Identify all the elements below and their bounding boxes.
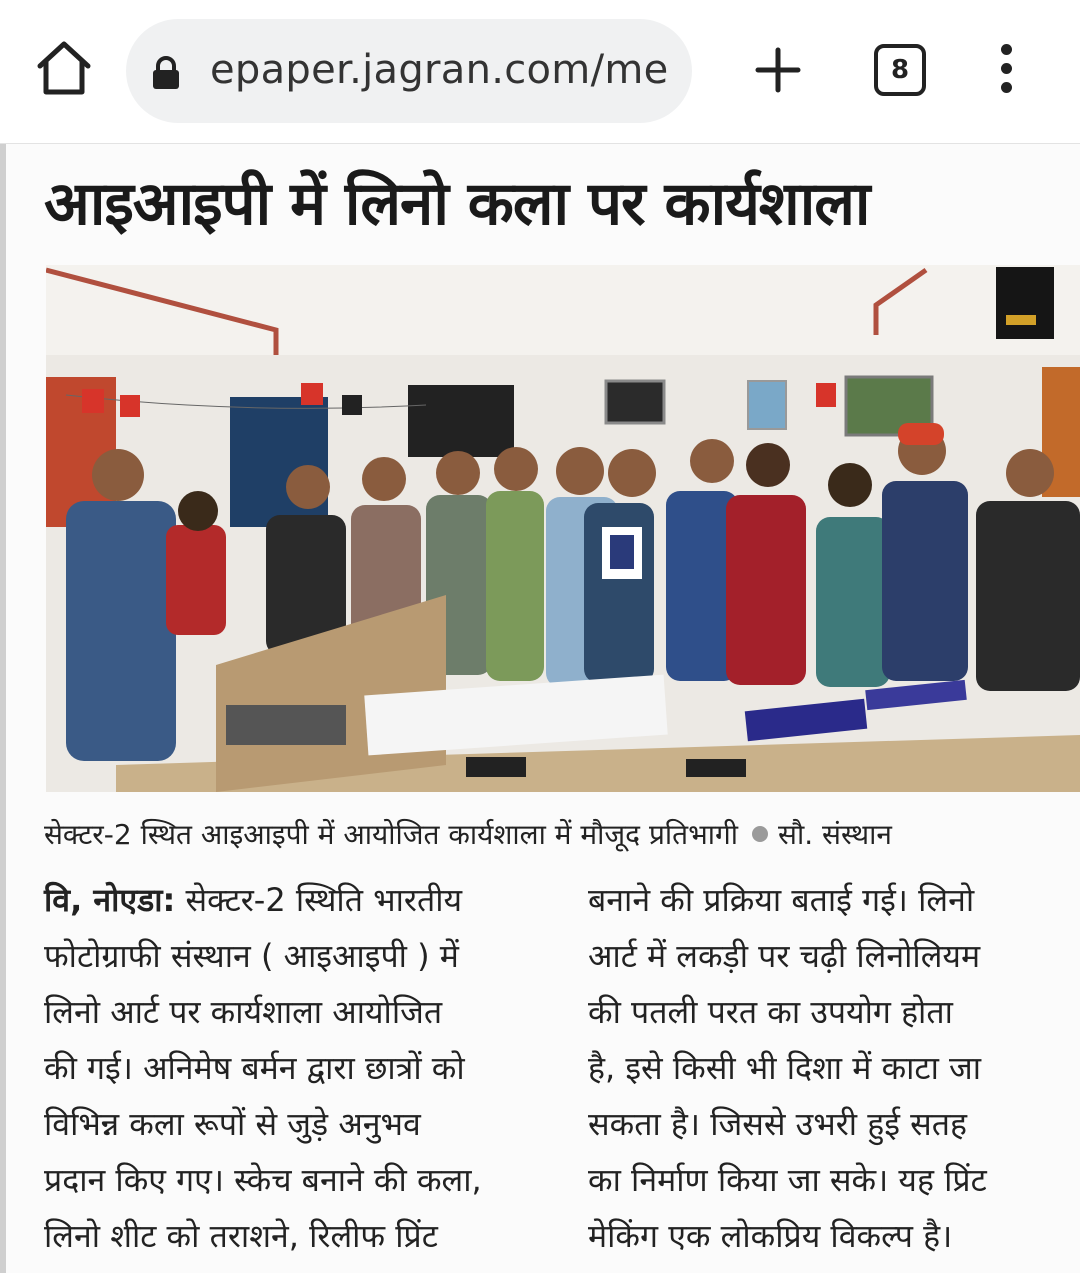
tab-switcher-icon[interactable] <box>874 44 926 96</box>
caption-text: सेक्टर-2 स्थित आइआइपी में आयोजित कार्यशाला में मौजूद प्रतिभागी <box>44 818 739 851</box>
bullet-icon <box>752 826 768 842</box>
article-column-left <box>44 872 544 1264</box>
article-line: लिनो शीट को तराशने, रिलीफ प्रिंट <box>44 1217 438 1255</box>
home-icon[interactable] <box>32 36 96 100</box>
more-vert-icon[interactable] <box>990 44 1022 100</box>
article-line: फोटोग्राफी संस्थान ( आइआइपी ) में <box>44 937 459 975</box>
tab-count: 8 <box>890 55 910 85</box>
article-line: की पतली परत का उपयोग होता <box>588 993 953 1031</box>
photo-caption <box>44 815 1074 853</box>
article-line: लिनो आर्ट पर कार्यशाला आयोजित <box>44 993 443 1031</box>
article-line: है, इसे किसी भी दिशा में काटा जा <box>588 1049 982 1087</box>
article-line: विभिन्न कला रूपों से जुड़े अनुभव <box>44 1105 421 1143</box>
article-line: वि, नोएडा: सेक्टर-2 स्थिति भारतीय <box>44 881 463 919</box>
article-line: सकता है। जिससे उभरी हुई सतह <box>588 1105 967 1143</box>
group-photo-illustration <box>46 265 1080 792</box>
article-line: बनाने की प्रक्रिया बताई गई। लिनो <box>588 881 975 919</box>
url-text[interactable]: epaper.jagran.com/me <box>210 47 669 93</box>
plus-icon[interactable] <box>748 40 808 100</box>
dateline: वि, नोएडा: <box>44 881 176 919</box>
address-bar[interactable] <box>126 19 692 123</box>
article-line: का निर्माण किया जा सके। यह प्रिंट <box>588 1161 987 1199</box>
article-column-right <box>588 872 1080 1264</box>
lock-icon[interactable] <box>148 55 184 91</box>
article-line: प्रदान किए गए। स्केच बनाने की कला, <box>44 1161 482 1199</box>
article-photo <box>46 265 1080 792</box>
article-headline: आइआइपी में लिनो कला पर कार्यशाला <box>44 169 870 239</box>
article-line: मेकिंग एक लोकप्रिय विकल्प है। <box>588 1217 953 1255</box>
caption-credit: सौ. संस्थान <box>778 818 892 851</box>
article-line: की गई। अनिमेष बर्मन द्वारा छात्रों को <box>44 1049 465 1087</box>
browser-toolbar <box>0 0 1080 144</box>
article-line: आर्ट में लकड़ी पर चढ़ी लिनोलियम <box>588 937 981 975</box>
